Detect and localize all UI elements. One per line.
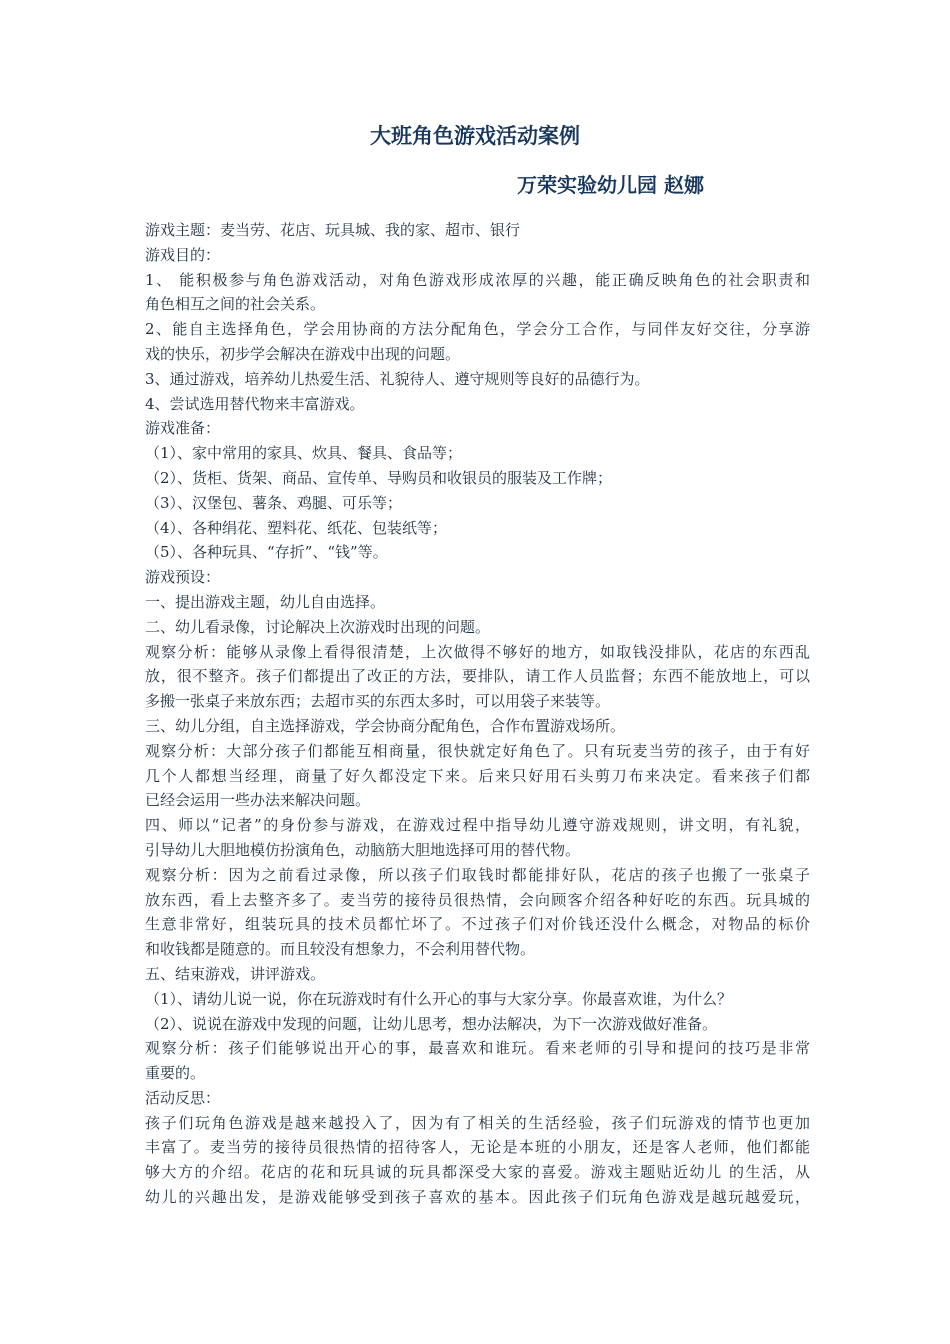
body-line: （5）、各种玩具、“存折”、“钱”等。	[145, 543, 388, 562]
body-line: 够大方的介绍。花店的花和玩具诚的玩具都深受大家的喜爱。游戏主题贴近幼儿 的生活，从	[145, 1163, 810, 1182]
body-line: 观察分析：孩子们能够说出开心的事，最喜欢和谁玩。看来老师的引导和提问的技巧是非常	[145, 1039, 810, 1058]
body-line: 幼儿的兴趣出发，是游戏能够受到孩子喜欢的基本。因此孩子们玩角色游戏是越玩越爱玩，	[145, 1188, 810, 1207]
body-line: 观察分析：能够从录像上看得很清楚，上次做得不够好的地方，如取钱没排队，花店的东西乱	[145, 642, 810, 661]
body-line: （2）、货柜、货架、商品、宣传单、导购员和收银员的服装及工作牌；	[145, 468, 613, 487]
body-line: 游戏主题：麦当劳、花店、玩具城、我的家、超市、银行	[145, 221, 521, 239]
body-line: （2）、说说在游戏中发现的问题，让幼儿思考，想办法解决，为下一次游戏做好准备。	[145, 1014, 718, 1033]
body-line: 放东西，看上去整齐多了。麦当劳的接待员很热情，会向顾客介绍各种好吃的东西。玩具城的	[145, 890, 810, 909]
body-line: 丰富了。麦当劳的接待员很热情的招待客人，无论是本班的小朋友，还是客人老师，他们都能	[145, 1138, 810, 1157]
body-line: 二、幼儿看录像，讨论解决上次游戏时出现的问题。	[145, 617, 491, 636]
body-line: 一、提出游戏主题，幼儿自由选择。	[145, 592, 386, 611]
body-line: 四、师以“记者”的身份参与游戏，在游戏过程中指导幼儿遵守游戏规则，讲文明，有礼貌，	[145, 816, 810, 835]
body-line: 五、结束游戏，讲评游戏。	[145, 964, 326, 983]
body-line: 3、通过游戏，培养幼儿热爱生活、礼貌待人、遵守规则等良好的品德行为。	[145, 369, 650, 388]
body-line: 角色相互之间的社会关系。	[145, 295, 326, 314]
body-line: 几个人都想当经理，商量了好久都没定下来。后来只好用石头剪刀布来决定。看来孩子们都	[145, 766, 810, 785]
body-line: 和收钱都是随意的。而且较没有想象力，不会利用替代物。	[145, 940, 536, 959]
body-line: 多搬一张桌子来放东西；去超市买的东西太多时，可以用袋子来装等。	[145, 692, 611, 711]
body-line: 观察分析：因为之前看过录像，所以孩子们取钱时都能排好队，花店的孩子也搬了一张桌子	[145, 865, 810, 884]
body-line: （4）、各种绢花、塑料花、纸花、包装纸等；	[145, 518, 448, 537]
body-line: 三、幼儿分组，自主选择游戏，学会协商分配角色，合作布置游戏场所。	[145, 716, 626, 735]
body-line: 引导幼儿大胆地模仿扮演角色，动脑筋大胆地选择可用的替代物。	[145, 840, 581, 859]
body-line: 游戏目的：	[145, 245, 221, 264]
body-line: 1、 能积极参与角色游戏活动，对角色游戏形成浓厚的兴趣，能正确反映角色的社会职责和	[145, 270, 810, 289]
body-line: 游戏准备：	[145, 419, 221, 438]
body-line: （1）、家中常用的家具、炊具、餐具、食品等；	[145, 444, 463, 463]
body-line: 戏的快乐，初步学会解决在游戏中出现的问题。	[145, 344, 461, 363]
body-line: 放，很不整齐。孩子们都提出了改正的方法，要排队，请工作人员监督；东西不能放地上，可以	[145, 667, 810, 686]
document-author: 万荣实验幼儿园 赵娜	[517, 173, 704, 197]
body-line: （1）、请幼儿说一说，你在玩游戏时有什么开心的事与大家分享。你最喜欢谁，为什么？	[145, 989, 733, 1008]
body-line: 已经会运用一些办法来解决问题。	[145, 791, 371, 810]
document-title: 大班角色游戏活动案例	[370, 124, 580, 148]
body-line: 重要的。	[145, 1064, 206, 1083]
body-line: 4、尝试选用替代物来丰富游戏。	[145, 394, 365, 413]
body-line: 活动反思：	[145, 1088, 221, 1107]
body-line: 观察分析：大部分孩子们都能互相商量，很快就定好角色了。只有玩麦当劳的孩子，由于有好	[145, 741, 810, 760]
document-body	[145, 218, 810, 1210]
body-line: （3）、汉堡包、薯条、鸡腿、可乐等；	[145, 493, 403, 512]
body-line: 生意非常好，组装玩具的技术员都忙坏了。不过孩子们对价钱还没什么概念，对物品的标价	[145, 915, 810, 934]
body-line: 游戏预设：	[145, 568, 221, 587]
body-line: 孩子们玩角色游戏是越来越投入了，因为有了相关的生活经验，孩子们玩游戏的情节也更加	[145, 1113, 810, 1132]
body-line: 2、能自主选择角色，学会用协商的方法分配角色，学会分工合作，与同伴友好交往，分享游	[145, 320, 810, 339]
